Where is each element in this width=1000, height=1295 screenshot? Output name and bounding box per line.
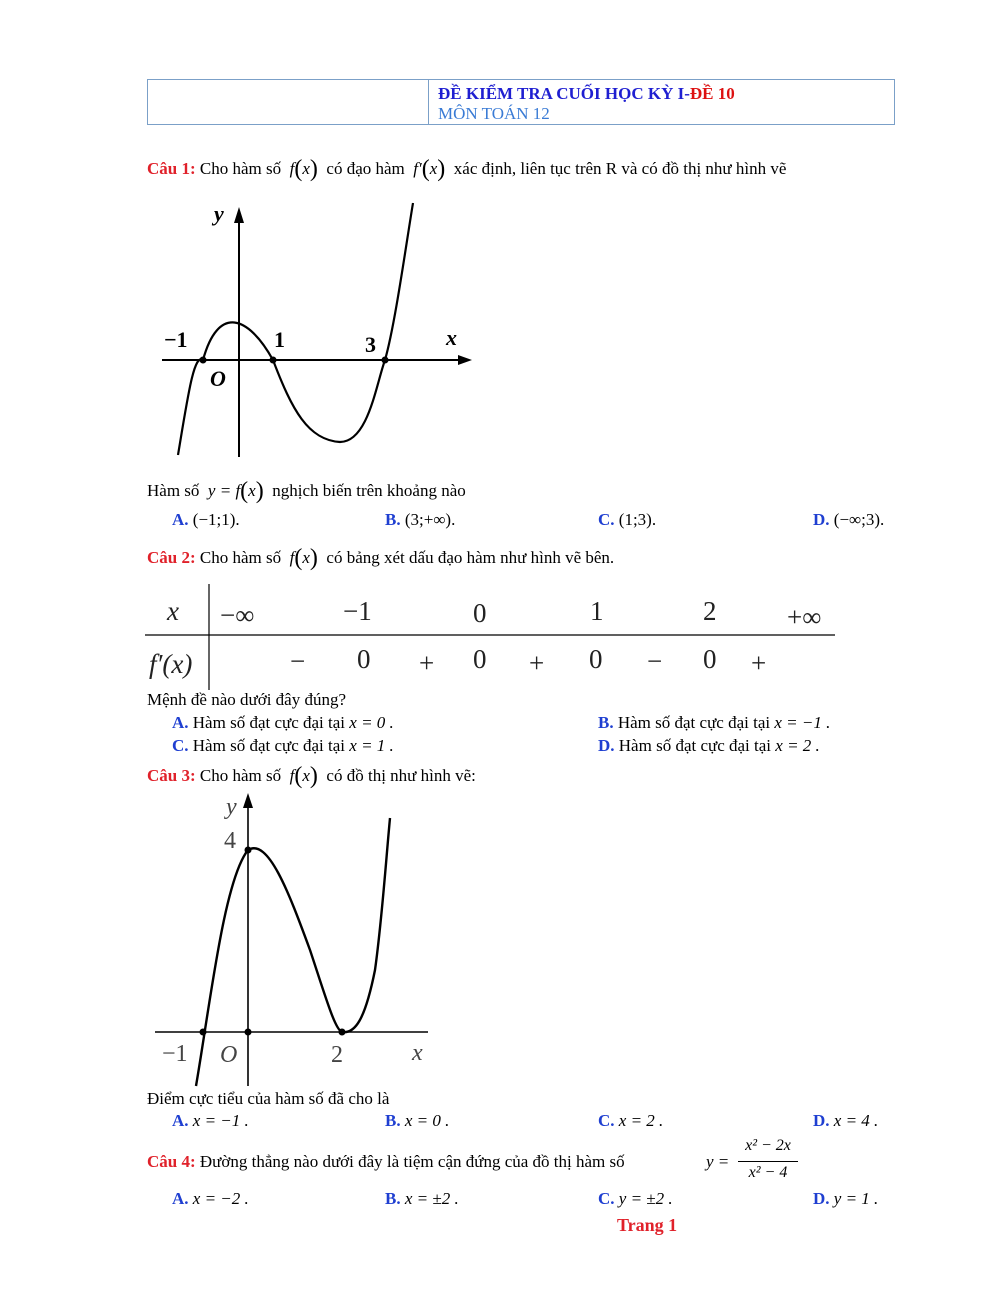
q1-text-a: Cho hàm số (199, 159, 282, 178)
exam-title-main: ĐỀ KIỂM TRA CUỐI HỌC KỲ I- (438, 84, 690, 103)
q4-option-a[interactable] (172, 1189, 249, 1209)
q2-zero-1: 0 (357, 644, 371, 674)
q3-x-label: x (412, 1040, 423, 1066)
q4-func-numerator: x² − 2x (745, 1137, 791, 1154)
q1-question (147, 478, 466, 505)
q4-func-denominator: x² − 4 (748, 1164, 788, 1181)
q2-x-neg-inf: −∞ (220, 600, 255, 630)
q3-point-max (245, 847, 252, 854)
q1-option-a[interactable] (172, 510, 240, 530)
q2-option-c[interactable] (172, 736, 394, 756)
q1-option-b-text: (3;+∞). (404, 510, 456, 529)
q1-point-1 (270, 357, 277, 364)
q3-option-a-letter: A. (172, 1111, 189, 1130)
q1-y-arrow (234, 207, 244, 223)
page-number: Trang 1 (617, 1215, 678, 1235)
q1-option-a-letter: A. (172, 510, 189, 529)
q2-option-b-math: x = −1 . (774, 713, 831, 732)
q3-option-d-text: x = 4 . (833, 1111, 879, 1130)
q4-func-lhs: y = (706, 1152, 730, 1171)
q4-option-c-text: y = ±2 . (618, 1189, 673, 1208)
q2-x-1: 1 (590, 596, 604, 626)
q2-option-c-math: x = 1 . (349, 736, 394, 755)
q2-label: Câu 2: (147, 548, 196, 567)
q2-option-c-text: Hàm số đạt cực đại tại (192, 736, 346, 755)
q3-tick-4: 4 (224, 828, 236, 854)
q2-option-b-letter: B. (598, 713, 614, 732)
q2-option-a[interactable] (172, 713, 394, 733)
q2-x-m1: −1 (343, 596, 372, 626)
exam-number: ĐỀ 10 (689, 84, 735, 103)
q4-option-a-letter: A. (172, 1189, 189, 1208)
q2-sign-5: + (751, 648, 767, 678)
q2-x-2: 2 (703, 596, 717, 626)
q3-option-b-letter: B. (385, 1111, 401, 1130)
q1-option-b[interactable] (385, 510, 455, 530)
q1-y-label: y (214, 201, 224, 226)
q4-option-b-letter: B. (385, 1189, 401, 1208)
q2-zero-3: 0 (589, 644, 603, 674)
q2-option-c-letter: C. (172, 736, 189, 755)
q3-question: Điểm cực tiểu của hàm số đã cho là (147, 1089, 390, 1108)
exam-title (438, 84, 735, 104)
q1-x-label: x (446, 325, 457, 350)
q1-x-arrow (458, 355, 472, 365)
q2-fx: f(x) (285, 545, 318, 571)
q2-option-d-math: x = 2 . (775, 736, 820, 755)
q2-text-b: có bảng xét dấu đạo hàm như hình vẽ bên. (326, 548, 615, 567)
q3-text-a: Cho hàm số (199, 766, 282, 785)
q1-point-m1 (200, 357, 207, 364)
q1-graph (150, 195, 480, 460)
q3-tick-2: 2 (331, 1042, 343, 1068)
q3-y-arrow (243, 793, 253, 808)
q1-point-3 (382, 357, 389, 364)
q2-option-a-text: Hàm số đạt cực đại tại (192, 713, 346, 732)
q2-option-a-math: x = 0 . (349, 713, 394, 732)
q4-option-d[interactable] (813, 1189, 878, 1209)
q1-statement (147, 156, 786, 183)
q4-option-d-text: y = 1 . (833, 1189, 879, 1208)
q4-option-a-text: x = −2 . (192, 1189, 249, 1208)
q3-fx: f(x) (285, 763, 318, 789)
q3-point-m1 (200, 1029, 207, 1036)
q3-text-b: có đồ thị như hình vẽ: (326, 766, 476, 785)
q2-option-d-letter: D. (598, 736, 615, 755)
q2-zero-2: 0 (473, 644, 487, 674)
q2-sign-4: − (647, 646, 663, 676)
q2-zero-4: 0 (703, 644, 717, 674)
q1-text-c: xác định, liên tục trên (453, 159, 602, 178)
q1-option-a-text: (−1;1). (192, 510, 240, 529)
q2-row2-head: f′(x) (149, 649, 193, 679)
q1-text-e: và có đồ thị như hình vẽ (621, 159, 787, 178)
q4-option-b-text: x = ±2 . (404, 1189, 459, 1208)
q2-statement (147, 545, 614, 572)
q3-point-0 (245, 1029, 252, 1036)
q4-option-d-letter: D. (813, 1189, 830, 1208)
q1-option-b-letter: B. (385, 510, 401, 529)
q1-text-d: R (605, 159, 618, 178)
q3-option-a-text: x = −1 . (192, 1111, 249, 1130)
q2-sign-table (145, 582, 845, 692)
q2-option-a-letter: A. (172, 713, 189, 732)
q1-option-d[interactable] (813, 510, 884, 530)
q2-sign-3: + (529, 648, 545, 678)
q2-text-a: Cho hàm số (199, 548, 282, 567)
q2-question: Mệnh đề nào dưới đây đúng? (147, 690, 347, 709)
q1-tick-m1: −1 (164, 327, 188, 352)
q3-option-c-text: x = 2 . (618, 1111, 664, 1130)
q4-statement (147, 1152, 625, 1172)
header-divider (428, 80, 429, 124)
q4-option-c-letter: C. (598, 1189, 615, 1208)
q4-label: Câu 4: (147, 1152, 196, 1171)
q3-option-c[interactable] (598, 1111, 663, 1131)
q1-y-fx: y = f(x) (203, 478, 264, 504)
q3-point-2 (339, 1029, 346, 1036)
q2-row1-head: x (167, 596, 179, 626)
q4-text-a: Đường thẳng nào dưới đây là tiệm cận đứng của đồ thị hàm số (199, 1152, 625, 1171)
q1-tick-1: 1 (274, 327, 285, 352)
q1-origin: O (210, 366, 226, 391)
q3-statement (147, 763, 476, 790)
q1-question-b: nghịch biến trên khoảng nào (272, 481, 466, 500)
q2-option-b[interactable] (598, 713, 830, 733)
q1-label: Câu 1: (147, 159, 196, 178)
q1-curve (178, 203, 413, 455)
q1-option-c-letter: C. (598, 510, 615, 529)
q3-y-label: y (226, 794, 237, 820)
q4-fraction-bar (738, 1161, 798, 1162)
q3-origin: O (220, 1042, 238, 1068)
q1-option-d-text: (−∞;3). (833, 510, 885, 529)
q1-option-c[interactable] (598, 510, 656, 530)
q3-option-d-letter: D. (813, 1111, 830, 1130)
q1-fpx: f′(x) (409, 156, 446, 182)
q4-option-b[interactable] (385, 1189, 459, 1209)
q2-option-b-text: Hàm số đạt cực đại tại (617, 713, 771, 732)
q1-text-b: có đạo hàm (326, 159, 405, 178)
q1-option-d-letter: D. (813, 510, 830, 529)
q1-question-a: Hàm số (147, 481, 200, 500)
q3-tick-m1: −1 (162, 1041, 188, 1067)
q2-sign-2: + (419, 648, 435, 678)
q3-label: Câu 3: (147, 766, 196, 785)
q3-option-b[interactable] (385, 1111, 449, 1131)
q1-fx: f(x) (285, 156, 318, 182)
q1-option-c-text: (1;3). (618, 510, 657, 529)
q2-x-pos-inf: +∞ (787, 602, 822, 632)
q2-option-d[interactable] (598, 736, 820, 756)
q4-option-c[interactable] (598, 1189, 673, 1209)
q3-option-c-letter: C. (598, 1111, 615, 1130)
q2-sign-1: − (290, 646, 306, 676)
q3-option-b-text: x = 0 . (404, 1111, 450, 1130)
q2-x-0: 0 (473, 598, 487, 628)
q3-option-a[interactable] (172, 1111, 249, 1131)
q2-option-d-text: Hàm số đạt cực đại tại (618, 736, 772, 755)
q3-option-d[interactable] (813, 1111, 878, 1131)
exam-subject: MÔN TOÁN 12 (438, 104, 550, 123)
q1-tick-3: 3 (365, 332, 376, 357)
q3-graph (150, 790, 440, 1090)
